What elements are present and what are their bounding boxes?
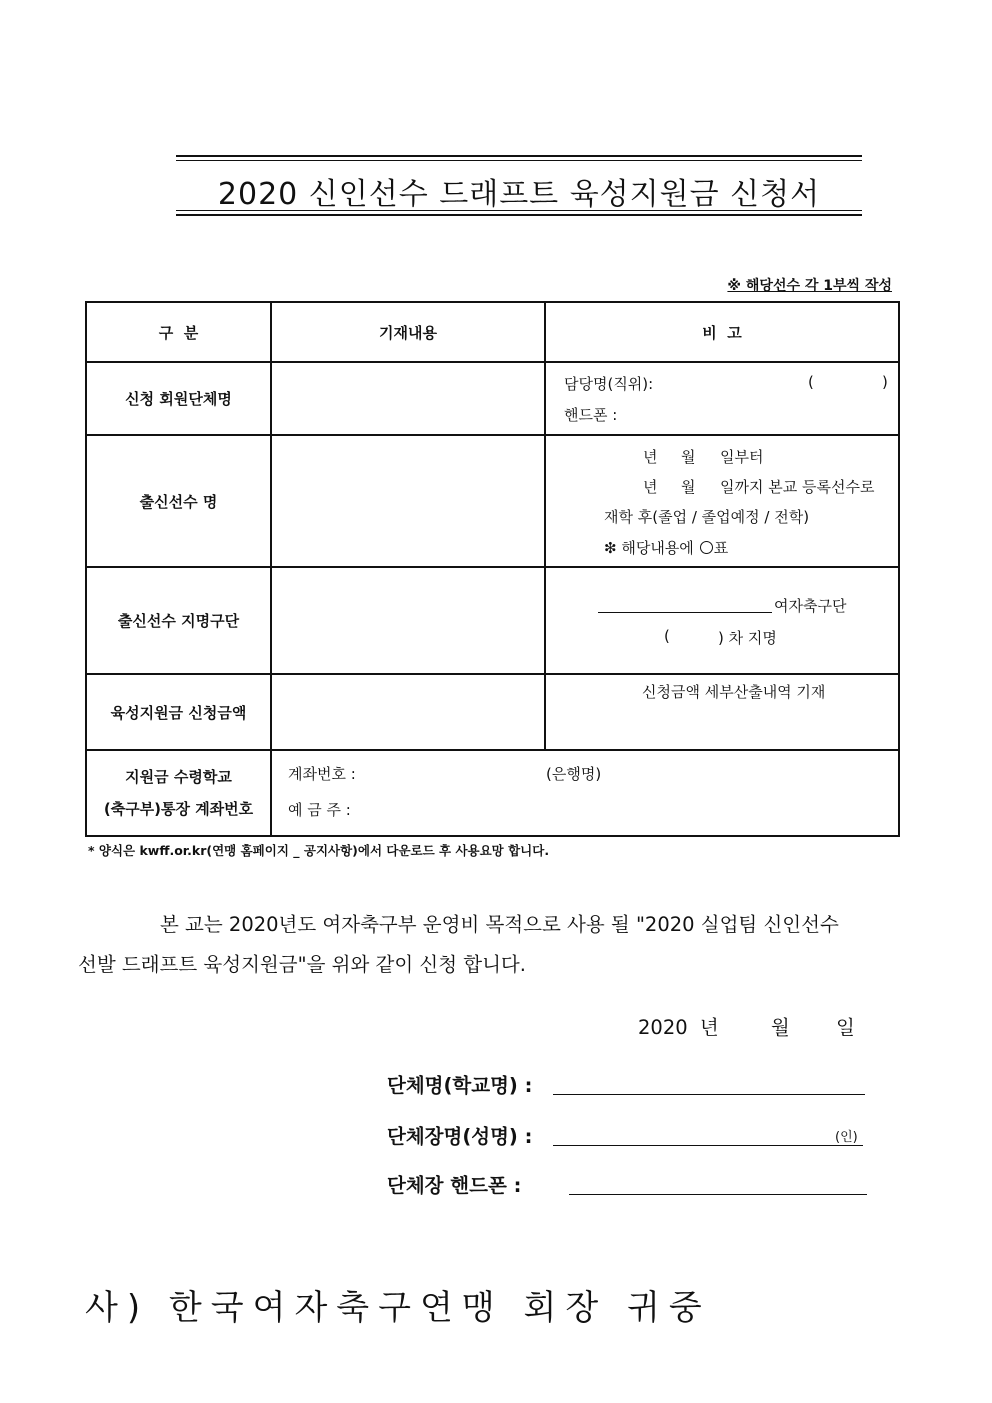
end-day-text: 일까지 본교 등록선수로: [720, 478, 875, 496]
date-day-unit: 일: [835, 1016, 855, 1039]
start-day-text: 일부터: [720, 448, 764, 466]
mark-instruction: [604, 537, 728, 558]
row-label-team: 출신선수 지명구단: [86, 567, 271, 674]
row-label-player: 출신선수 명: [86, 435, 271, 567]
title-rule-top: [176, 155, 862, 157]
player-name-field[interactable]: [271, 435, 545, 567]
team-suffix: 여자축구단: [774, 597, 847, 615]
date-year-unit: 년: [699, 1016, 719, 1039]
mark-instruction-prefix: ❇ 해당내용에: [604, 539, 694, 557]
amount-field[interactable]: [271, 674, 545, 750]
table-row: [86, 362, 899, 435]
declaration-line-1: 본 교는 2020년도 여자축구부 운영비 목적으로 사용 될 "2020 실업팀 신인선수: [160, 913, 839, 936]
head-name-signature-line[interactable]: [553, 1145, 863, 1146]
round-paren-open: (: [664, 627, 670, 645]
table-row: [86, 750, 899, 836]
account-holder-label: 예 금 주 :: [288, 801, 351, 819]
manager-paren-close: ): [882, 373, 888, 391]
row-remark-player: [545, 435, 899, 567]
row-label-amount: 육성지원금 신청금액: [86, 674, 271, 750]
account-label-line2: (축구부)통장 계좌번호: [103, 800, 254, 818]
row-remark-team: [545, 567, 899, 674]
copies-note: ※ 해당선수 각 1부씩 작성: [727, 278, 892, 294]
start-year-unit: 년: [643, 448, 658, 466]
end-year-unit: 년: [643, 478, 658, 496]
declaration-paragraph: [78, 905, 898, 985]
org-name-field[interactable]: [271, 362, 545, 435]
row-remark-org: [545, 362, 899, 435]
title-rule-bottom: [176, 214, 862, 216]
head-phone-line[interactable]: [569, 1194, 867, 1195]
team-name-blank: [598, 612, 772, 613]
page-title: 2020 신인선수 드래프트 육성지원금 신청서: [217, 177, 821, 212]
end-month-unit: 월: [681, 478, 696, 496]
header-content: 기재내용: [271, 302, 545, 362]
org-name-label: 단체명(학교명) :: [387, 1074, 533, 1097]
start-month-unit: 월: [681, 448, 696, 466]
declaration-line-2: 선발 드래프트 육성지원금"을 위와 같이 신청 합니다.: [78, 953, 526, 976]
bank-name-label: (은행명): [546, 765, 602, 783]
account-label-line1: 지원금 수령학교: [125, 768, 232, 786]
date-month-unit: 월: [770, 1016, 790, 1039]
application-date: [638, 1012, 855, 1040]
download-footnote: * 양식은 kwff.or.kr(연맹 홈페이지 _ 공지사항)에서 다운로드 후 사용요망 합니다.: [88, 843, 550, 858]
seal-mark: (인): [835, 1130, 858, 1145]
head-phone-label: 단체장 핸드폰 :: [387, 1174, 522, 1197]
manager-phone-label: 핸드폰 :: [564, 406, 618, 424]
row-label-account: [86, 750, 271, 836]
title-rule-top-thin: [176, 160, 862, 161]
recipient: 사) 한국여자축구연맹 회장 귀중: [85, 1288, 711, 1328]
table-header-row: [86, 302, 899, 362]
table-row: [86, 435, 899, 567]
account-number-label: 계좌번호 :: [288, 765, 356, 783]
header-remarks: 비 고: [545, 302, 899, 362]
row-remark-amount: [545, 674, 899, 750]
table-row: [86, 567, 899, 674]
enrollment-status-text: 재학 후(졸업 / 졸업예정 / 전학): [604, 508, 810, 526]
title-block: [176, 155, 862, 217]
manager-label: 담당명(직위):: [564, 375, 654, 393]
header-category: 구 분: [86, 302, 271, 362]
account-cell[interactable]: [271, 750, 899, 836]
table-row: [86, 674, 899, 750]
mark-instruction-suffix: 표: [713, 539, 729, 557]
head-name-label: 단체장명(성명) :: [387, 1125, 533, 1148]
org-name-signature-line[interactable]: [553, 1094, 865, 1095]
amount-breakdown-note: 신청금액 세부산출내역 기재: [642, 683, 826, 701]
team-field[interactable]: [271, 567, 545, 674]
manager-paren-open: (: [808, 373, 814, 391]
title-rule-bottom-thin: [176, 210, 862, 211]
date-year: 2020: [638, 1016, 688, 1039]
row-label-org: 신청 회원단체명: [86, 362, 271, 435]
application-table: [85, 301, 900, 837]
round-suffix: ) 차 지명: [718, 629, 777, 647]
circle-mark-icon: [700, 541, 713, 554]
